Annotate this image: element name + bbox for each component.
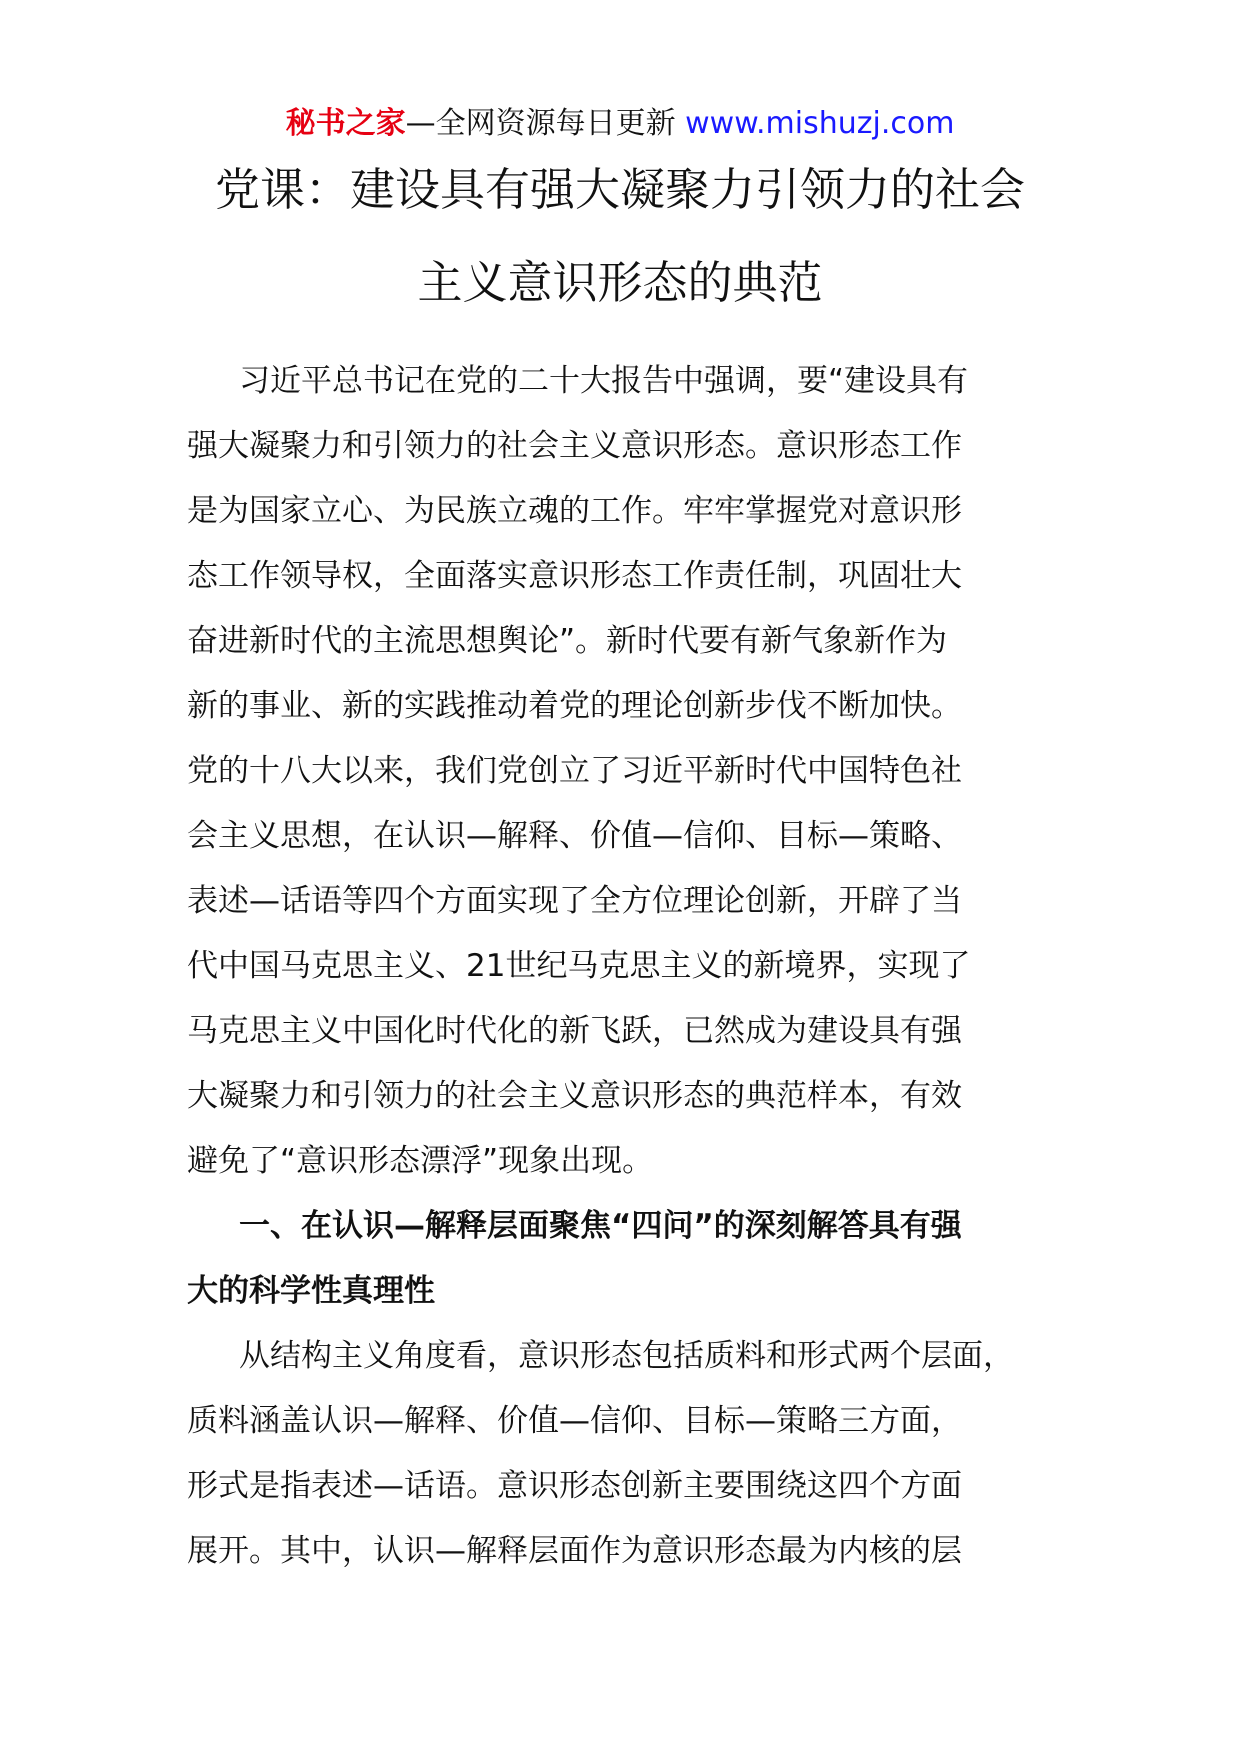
body-line: 马克思主义中国化时代化的新飞跃，已然成为建设具有强 (187, 1013, 962, 1049)
body-line: 代中国马克思主义、21世纪马克思主义的新境界，实现了 (187, 948, 971, 984)
section-heading-line: 大的科学性真理性 (187, 1273, 435, 1309)
body-line: 展开。其中，认识—解释层面作为意识形态最为内核的层 (187, 1533, 962, 1569)
body-line: 党的十八大以来，我们党创立了习近平新时代中国特色社 (187, 753, 962, 789)
body-line: 新的事业、新的实践推动着党的理论创新步伐不断加快。 (187, 688, 962, 724)
body-line: 质料涵盖认识—解释、价值—信仰、目标—策略三方面， (187, 1403, 962, 1439)
body-line: 习近平总书记在党的二十大报告中强调，要“建设具有 (239, 363, 969, 399)
body-line: 奋进新时代的主流思想舆论”。新时代要有新气象新作为 (187, 623, 948, 659)
body-line: 是为国家立心、为民族立魂的工作。牢牢掌握党对意识形 (187, 493, 962, 529)
document-title-line-1: 党课：建设具有强大凝聚力引领力的社会 (214, 163, 1025, 216)
body-line: 从结构主义角度看，意识形态包括质料和形式两个层面， (239, 1338, 1014, 1374)
body-line: 形式是指表述—话语。意识形态创新主要围绕这四个方面 (187, 1468, 962, 1504)
body-line: 大凝聚力和引领力的社会主义意识形态的典范样本，有效 (187, 1078, 962, 1114)
site-tagline: —全网资源每日更新 (405, 106, 686, 141)
body-line: 避免了“意识形态漂浮”现象出现。 (187, 1143, 654, 1179)
site-brand: 秘书之家 (285, 106, 406, 141)
site-header (0, 100, 1240, 148)
body-line: 态工作领导权，全面落实意识形态工作责任制，巩固壮大 (187, 558, 962, 594)
document-title-line-2: 主义意识形态的典范 (417, 256, 823, 309)
document-body (187, 349, 1087, 1584)
body-line: 强大凝聚力和引领力的社会主义意识形态。意识形态工作 (187, 428, 962, 464)
body-line: 表述—话语等四个方面实现了全方位理论创新，开辟了当 (187, 883, 962, 919)
body-line: 会主义思想，在认识—解释、价值—信仰、目标—策略、 (187, 818, 962, 854)
site-url-link[interactable]: www.mishuzj.com (685, 106, 955, 141)
section-heading-line: 一、在认识—解释层面聚焦“四问”的深刻解答具有强 (239, 1208, 962, 1244)
